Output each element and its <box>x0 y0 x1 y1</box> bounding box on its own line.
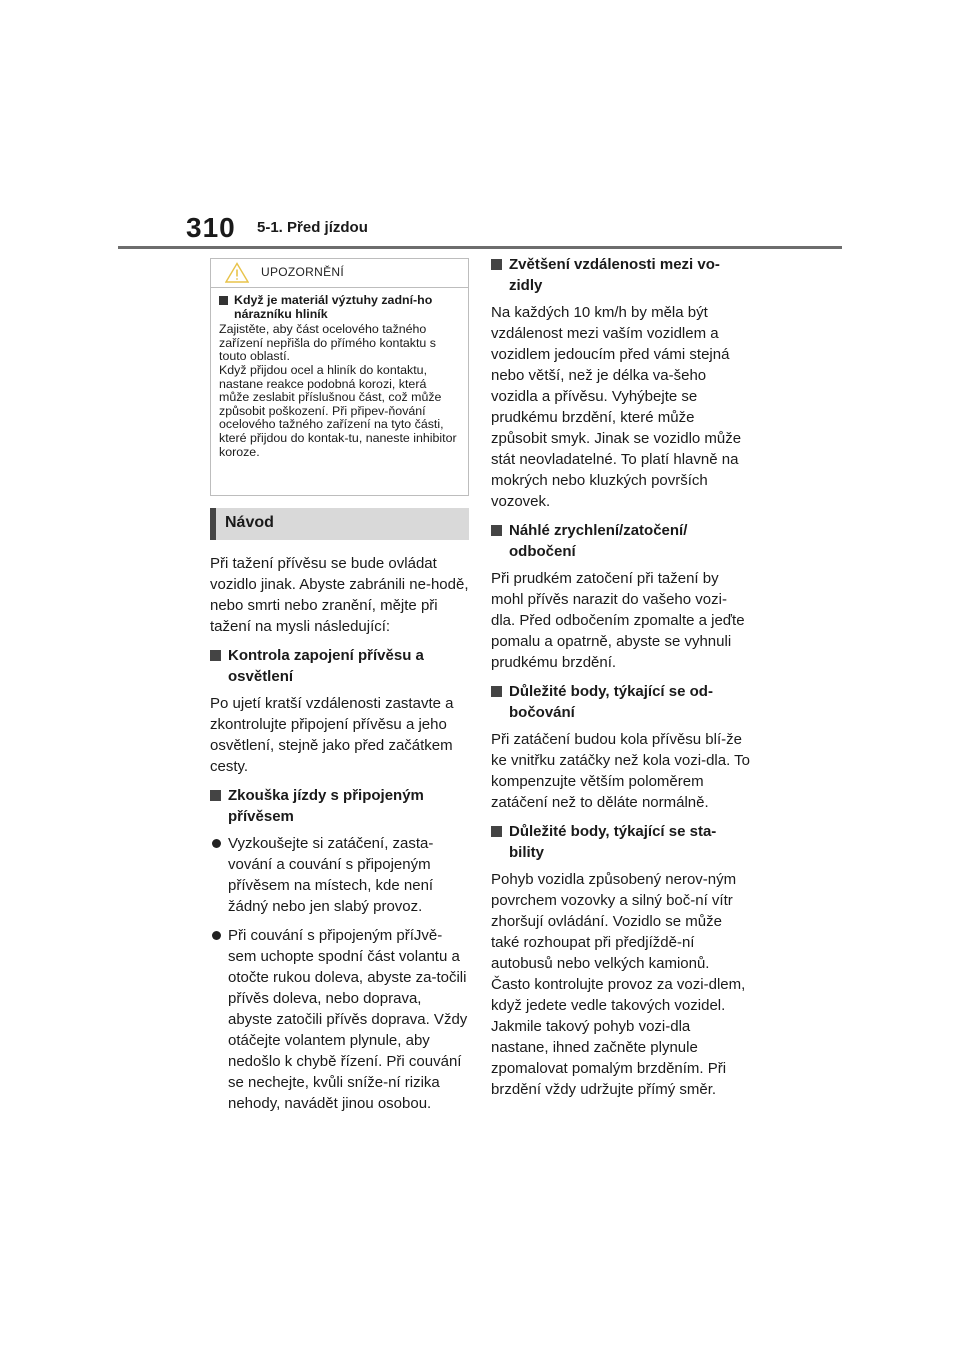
heading-accent-bar <box>210 508 216 540</box>
distance-text: Na každých 10 km/h by měla být vzdálenost mezi vaším vozidlem a vozidlem jedoucím před vámi stejná nebo větší, než je délka va-šeho vozidla a přívěsu. Vyhýbejte se prudkému brzdění, které může způsobit smyk. Jinak se vozidlo může stát neovladatelné. To platí hlavně na mokrých nebo kluzkých površích vozovek. <box>491 304 742 510</box>
subheading-turning <box>491 681 751 723</box>
caution-label: UPOZORNĚNÍ <box>261 265 345 279</box>
subheading-text: Zkouška jízdy s připojeným přívěsem <box>228 787 424 825</box>
round-bullet-icon <box>212 839 221 848</box>
guide-heading-text: Návod <box>225 514 274 531</box>
warning-triangle-icon <box>225 262 249 288</box>
subheading-text: Důležité body, týkající se od-bočování <box>509 683 713 721</box>
subheading-text: Náhlé zrychlení/zatočení/ odbočení <box>509 522 688 560</box>
subheading-sudden-maneuvers <box>491 520 751 562</box>
square-bullet-icon <box>491 686 502 697</box>
bullet-text: Při couvání s připojeným příJvě-sem uchopte spodní část volantu a otočte rukou doleva, abyste za-točili přívěs doleva, nebo doprava, abyste zatočili přívěs doprava. Vždy otáčejte volantem plynule, aby nedošlo k chybě řízení. Při couvání se nechejte, kvůli sníže-ní rizika nehody, navádět jinou osobou. <box>228 927 468 1112</box>
header-rule <box>118 246 842 249</box>
bullet-item <box>210 925 469 1114</box>
caution-box <box>210 258 469 496</box>
caution-text-2: Když přijdou ocel a hliník do kontaktu, nastane reakce podobná korozi, která může zeslabit příslušnou část, což může způsobit poškození. Při připev-ňování ocelového tažného zařízení na tyto části, které přijdou do kontak-tu, naneste inhibitor koroze. <box>219 362 457 459</box>
right-column <box>491 254 751 1100</box>
square-bullet-icon <box>210 650 221 661</box>
square-bullet-icon <box>210 790 221 801</box>
round-bullet-icon <box>212 931 221 940</box>
bullet-item <box>210 833 469 917</box>
left-column <box>210 258 469 1114</box>
subheading-test-drive <box>210 785 469 827</box>
page-number: 310 <box>186 212 236 243</box>
section-title: 5-1. Před jízdou <box>257 219 368 236</box>
sudden-maneuvers-text: Při prudkém zatočení při tažení by mohl přívěs narazit do vašeho vozi-dla. Před odbočením zpomalte a jeďte pomalu a opatrně, abyste se vyhnuli prudkému brzdění. <box>491 570 745 671</box>
stability-text: Pohyb vozidla způsobený nerov-ným povrchem vozovky a silný boč-ní vítr zhoršují ovládání. Vozidlo se může také rozhoupat při předjíždě-ní autobusů nebo velkých kamionů. Často kontrolujte provoz za vozi-dlem, když jedete vedle takových vozidel. Jakmile takový pohyb vozi-dla nastane, ihned začněte plynule zpomalovat pomalým brzděním. Při brzdění vždy udržujte přímý směr. <box>491 871 746 1098</box>
turning-text: Při zatáčení budou kola přívěsu blí-že ke vnitřku zatáčky než kola vozi-dla. To kompenzujte větším poloměrem zatáčení než to děláte normálně. <box>491 731 751 811</box>
subheading-stability <box>491 821 751 863</box>
subheading-distance <box>491 254 751 296</box>
caution-header <box>211 259 468 288</box>
square-bullet-icon <box>491 525 502 536</box>
square-bullet-icon <box>491 259 502 270</box>
bullet-text: Vyzkoušejte si zatáčení, zasta-vování a couvání s připojeným přívěsem na místech, kde není žádný nebo jen slabý provoz. <box>228 835 434 915</box>
square-bullet-icon <box>491 826 502 837</box>
lighting-check-text: Po ujetí kratší vzdálenosti zastavte a zkontrolujte připojení přívěsu a jeho osvětlení, stejně jako před začátkem cesty. <box>210 695 454 775</box>
caution-subheading-text: Když je materiál výztuhy zadní-ho nárazníku hliník <box>234 293 433 321</box>
caution-text-1: Zajistěte, aby část ocelového tažného zařízení nepřišla do přímého kontaktu s touto oblastí. <box>219 322 436 364</box>
subheading-text: Důležité body, týkající se sta-bility <box>509 823 717 861</box>
subheading-lighting-check <box>210 645 469 687</box>
square-bullet-icon <box>219 296 228 305</box>
guide-heading <box>210 508 469 540</box>
caution-subheading <box>219 294 459 321</box>
caution-body <box>211 288 468 465</box>
guide-intro: Při tažení přívěsu se bude ovládat vozidlo jinak. Abyste zabránili ne-hodě, nebo smrti nebo zranění, mějte při tažení na mysli následující: <box>210 555 469 635</box>
subheading-text: Zvětšení vzdálenosti mezi vo-zidly <box>509 256 720 294</box>
subheading-text: Kontrola zapojení přívěsu a osvětlení <box>228 647 424 685</box>
